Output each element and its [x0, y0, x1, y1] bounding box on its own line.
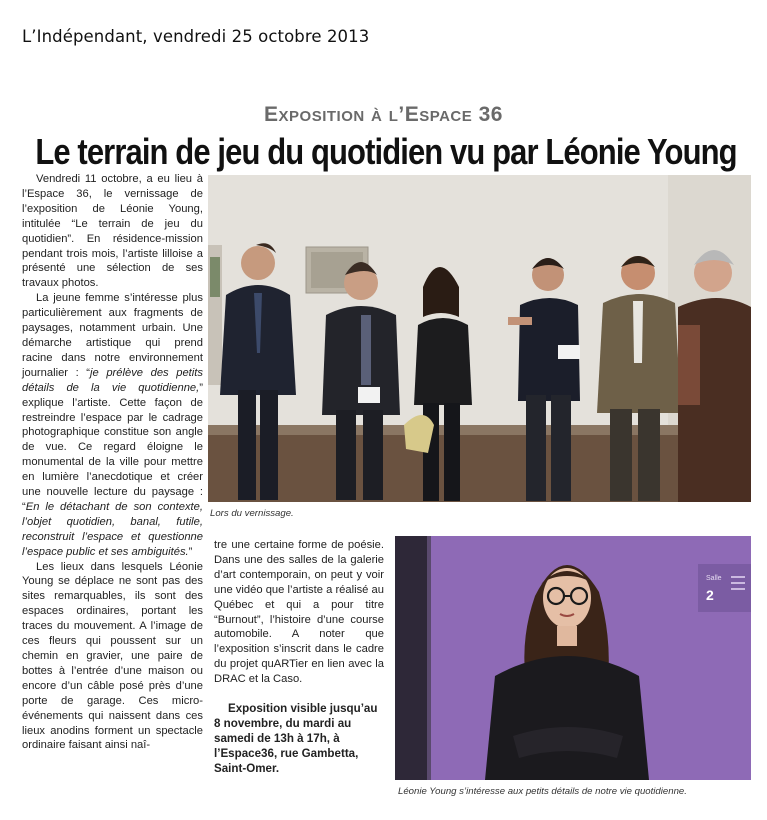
photo-portrait	[395, 536, 751, 780]
article-column-2	[214, 538, 384, 776]
room-sign-number: 2	[706, 587, 714, 603]
photo-portrait-caption: Léonie Young s’intéresse aux petits détails de notre vie quotidienne.	[398, 786, 687, 797]
article-column-1	[22, 172, 203, 753]
quote-artist: je prélève des petits détails de la vie quotidienne,	[22, 366, 203, 394]
paragraph-intro: Vendredi 11 octobre, a eu lieu à l’Espace 36, le vernissage de l’exposition de Léonie Young, intitulée “Le terrain de jeu du quotidien”. En résidence-mission pendant trois mois, l’artiste lilloise a présenté une sélection de ses travaux photos.	[22, 173, 203, 290]
quote-context: En le détachant de son contexte, l’objet quotidien, banal, futile, reconstruit l’espace et questionne l’espace public et ses ambiguités.	[22, 500, 203, 558]
article-kicker: Exposition à l’Espace 36	[264, 103, 503, 126]
paragraph-approach: La jeune femme s’intéresse plus particulièrement aux fragments de paysages, notamment urbain. Une démarche artistique qui prend racine dans notre environnement journalier : “je prélève des petits détails de la vie quotidienne,” explique l’artiste. Cette façon de restreindre l’espace par le cadrage photographique constitue son angle de vue. Ce regard éloigne le monumental de la ville pour mettre en lumière l’anecdotique et créer une nouvelle lecture du paysage : “En le détachant de son contexte, l’objet quotidien, banal, futile, reconstruit l’espace et questionne l’espace public et ses ambiguités.”	[22, 292, 203, 558]
paragraph-video: tre une certaine forme de poésie. Dans une des salles de la galerie d’art contemporain, on peut y voir une vidéo que l’artiste a réalisé au Québec et qui a pour titre “Burnout”, l’histoire d’une course automobile. A noter que l’exposition s’inscrit dans le cadre du projet quARTier en lien avec la DRAC et la Caso.	[214, 539, 384, 686]
article-headline: Le terrain de jeu du quotidien vu par Léonie Young	[35, 131, 737, 173]
photo-vernissage	[208, 175, 751, 502]
exhibition-info: Exposition visible jusqu’au 8 novembre, du mardi au samedi de 13h à 17h, à l’Espace36, rue Gambetta, Saint-Omer.	[214, 702, 378, 776]
portrait-illustration	[395, 536, 751, 780]
paragraph-places: Les lieux dans lesquels Léonie Young se déplace ne sont pas des sites remarquables, ils sont des espaces ordinaires, portant les traces du mouvement. A l’image de ces fleurs qui poussent sur un chemin en gravier, une paire de bottes à l’entrée d’une maison ou encore d’un câble posé près d’une porte de garage. Ces micro-événements qui naissent dans ces lieux anodins forment un spectacle ordinaire faisant ainsi naî-	[22, 560, 203, 752]
photo-vernissage-caption: Lors du vernissage.	[210, 508, 294, 519]
vernissage-illustration	[208, 175, 751, 502]
newspaper-source-line: L’Indépendant, vendredi 25 octobre 2013	[22, 27, 370, 46]
room-sign-label: Salle	[706, 575, 722, 582]
